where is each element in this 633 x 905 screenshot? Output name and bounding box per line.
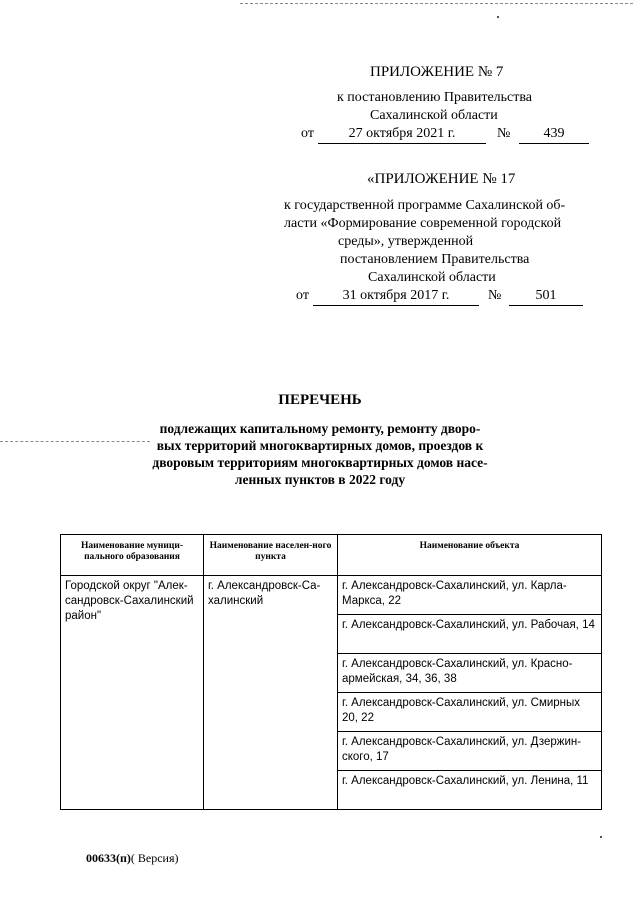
object-cell: г. Александровск-Сахалинский, ул. Ленина, 11 [338, 771, 602, 810]
appendix-17-num-label: № [488, 288, 502, 303]
header-settlement: Наименование населен-ного пункта [204, 535, 338, 576]
scan-speck [600, 836, 602, 838]
subtitle-line-3: дворовым территориям многоквартирных домов насе- [152, 455, 488, 470]
scan-speck [497, 16, 499, 18]
header-object: Наименование объекта [338, 535, 602, 576]
object-cell: г. Александровск-Сахалинский, ул. Смирных 20, 22 [338, 693, 602, 732]
subtitle-line-1: подлежащих капитальному ремонту, ремонту дворо- [159, 421, 481, 436]
appendix-17-line1: к государственной программе Сахалинской об- [284, 198, 566, 213]
footer-code: 00633(п) [86, 851, 131, 865]
objects-table [60, 534, 602, 810]
footer [86, 851, 179, 866]
appendix-7-num-label: № [497, 126, 511, 141]
appendix-17-line3: среды», утвержденной [338, 234, 474, 249]
table-header-row [61, 535, 602, 576]
appendix-7-from-label: от [301, 126, 314, 141]
table-row [61, 576, 602, 615]
appendix-17-line2: ласти «Формирование современной городской [284, 216, 562, 231]
appendix-7-title: ПРИЛОЖЕНИЕ № 7 [370, 64, 504, 80]
appendix-17-date: 31 октября 2017 г. [313, 287, 479, 306]
appendix-17-line4: постановлением Правительства [340, 252, 530, 267]
appendix-7-line2: Сахалинской области [370, 108, 498, 123]
scan-edge-line [240, 3, 633, 4]
municipality-cell: Городской округ "Алек-сандровск-Сахалинский район" [61, 576, 204, 810]
settlement-cell: г. Александровск-Са-халинский [204, 576, 338, 810]
document-subtitle [110, 420, 530, 488]
object-cell: г. Александровск-Сахалинский, ул. Красно-армейская, 34, 36, 38 [338, 654, 602, 693]
object-cell: г. Александровск-Сахалинский, ул. Дзержин-ского, 17 [338, 732, 602, 771]
object-cell: г. Александровск-Сахалинский, ул. Рабочая, 14 [338, 615, 602, 654]
appendix-17-from-label: от [296, 288, 309, 303]
appendix-17-line5: Сахалинской области [368, 270, 496, 285]
subtitle-line-2: вых территорий многоквартирных домов, проездов к [156, 438, 484, 453]
subtitle-line-4: ленных пунктов в 2022 году [234, 472, 406, 487]
header-municipality: Наименование муници-пального образования [61, 535, 204, 576]
document-title: ПЕРЕЧЕНЬ [278, 392, 362, 408]
appendix-7-line1: к постановлению Правительства [337, 90, 533, 105]
appendix-7-number: 439 [519, 125, 589, 144]
appendix-17-title: «ПРИЛОЖЕНИЕ № 17 [367, 171, 516, 187]
object-cell: г. Александровск-Сахалинский, ул. Карла-Маркса, 22 [338, 576, 602, 615]
appendix-17-number: 501 [509, 287, 583, 306]
appendix-7-date: 27 октября 2021 г. [318, 125, 486, 144]
footer-version: ( Версия) [130, 851, 179, 865]
